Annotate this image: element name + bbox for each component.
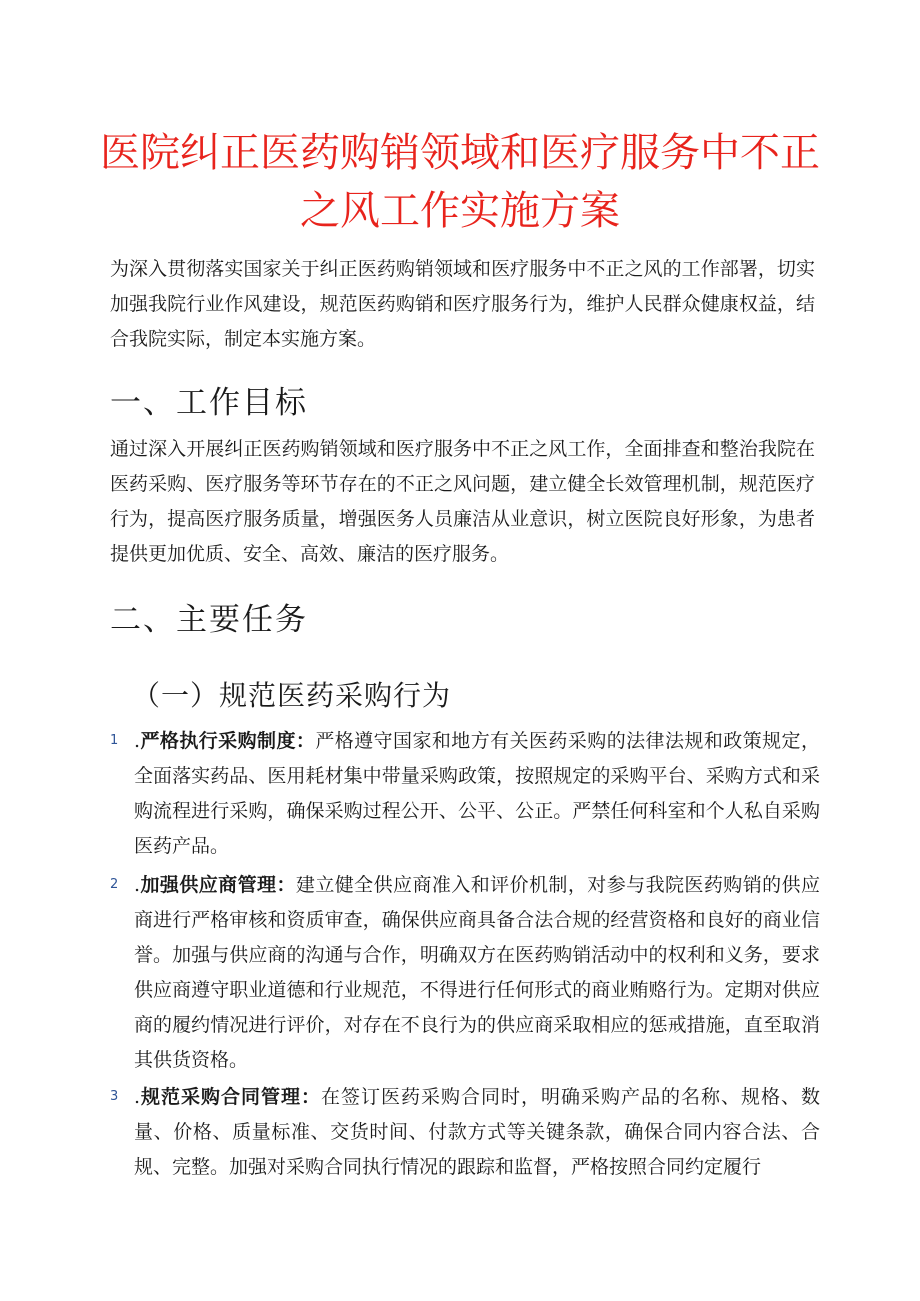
list-item-number: 1: [110, 733, 119, 748]
list-item-text: .规范采购合同管理：在签订医药采购合同时，明确采购产品的名称、规格、数量、价格、质量标准、交货时间、付款方式等关键条款，确保合同内容合法、合规、完整。加强对采购合同执行情况的跟踪和监督，严格按照合同约定履行: [134, 1086, 820, 1178]
list-item-number: 2: [110, 877, 119, 892]
list-item: [110, 724, 820, 864]
list-item-body: 在签订医药采购合同时，明确采购产品的名称、规格、数量、价格、质量标准、交货时间、付款方式等关键条款，确保合同内容合法、合规、完整。加强对采购合同执行情况的跟踪和监督，严格按照合同约定履行: [134, 1086, 820, 1178]
list-item-lead: 规范采购合同管理：: [140, 1086, 322, 1108]
list-item-body: 严格遵守国家和地方有关医药采购的法律法规和政策规定，全面落实药品、医用耗材集中带量采购政策，按照规定的采购平台、采购方式和采购流程进行采购，确保采购过程公开、公平、公正。严禁任何科室和个人私自采购医药产品。: [134, 730, 820, 857]
section-heading-tasks: 二、主要任务: [110, 602, 308, 638]
list-item-number: 3: [110, 1089, 119, 1104]
list-item-lead: 严格执行采购制度：: [140, 730, 316, 752]
subsection-heading-procurement: （一）规范医药采购行为: [132, 679, 452, 712]
list-item-body: 建立健全供应商准入和评价机制，对参与我院医药购销的供应商进行严格审核和资质审查，确保供应商具备合法合规的经营资格和良好的商业信誉。加强与供应商的沟通与合作，明确双方在医药购销活动中的权利和义务，要求供应商遵守职业道德和行业规范，不得进行任何形式的商业贿赂行为。定期对供应商的履约情况进行评价，对存在不良行为的供应商采取相应的惩戒措施，直至取消其供货资格。: [134, 874, 820, 1071]
list-item-text: .加强供应商管理：建立健全供应商准入和评价机制，对参与我院医药购销的供应商进行严格审核和资质审查，确保供应商具备合法合规的经营资格和良好的商业信誉。加强与供应商的沟通与合作，明确双方在医药购销活动中的权利和义务，要求供应商遵守职业道德和行业规范，不得进行任何形式的商业贿赂行为。定期对供应商的履约情况进行评价，对存在不良行为的供应商采取相应的惩戒措施，直至取消其供货资格。: [134, 874, 820, 1071]
document-title-line-1: 医院纠正医药购销领域和医疗服务中不正: [100, 130, 820, 176]
document-title-line-2: 之风工作实施方案: [300, 188, 620, 234]
section-heading-goals: 一、工作目标: [110, 385, 308, 421]
list-item-text: .严格执行采购制度：严格遵守国家和地方有关医药采购的法律法规和政策规定，全面落实药品、医用耗材集中带量采购政策，按照规定的采购平台、采购方式和采购流程进行采购，确保采购过程公开、公平、公正。严禁任何科室和个人私自采购医药产品。: [134, 730, 820, 857]
intro-paragraph: 为深入贯彻落实国家关于纠正医药购销领域和医疗服务中不正之风的工作部署，切实加强我院行业作风建设，规范医药购销和医疗服务行为，维护人民群众健康权益，结合我院实际，制定本实施方案。: [110, 258, 815, 350]
list-item: [110, 868, 820, 1078]
list-item-lead: 加强供应商管理：: [140, 874, 296, 896]
list-item: [110, 1080, 820, 1185]
goals-paragraph: 通过深入开展纠正医药购销领域和医疗服务中不正之风工作，全面排查和整治我院在医药采购、医疗服务等环节存在的不正之风问题，建立健全长效管理机制，规范医疗行为，提高医疗服务质量，增强医务人员廉洁从业意识，树立医院良好形象，为患者提供更加优质、安全、高效、廉洁的医疗服务。: [110, 438, 815, 565]
